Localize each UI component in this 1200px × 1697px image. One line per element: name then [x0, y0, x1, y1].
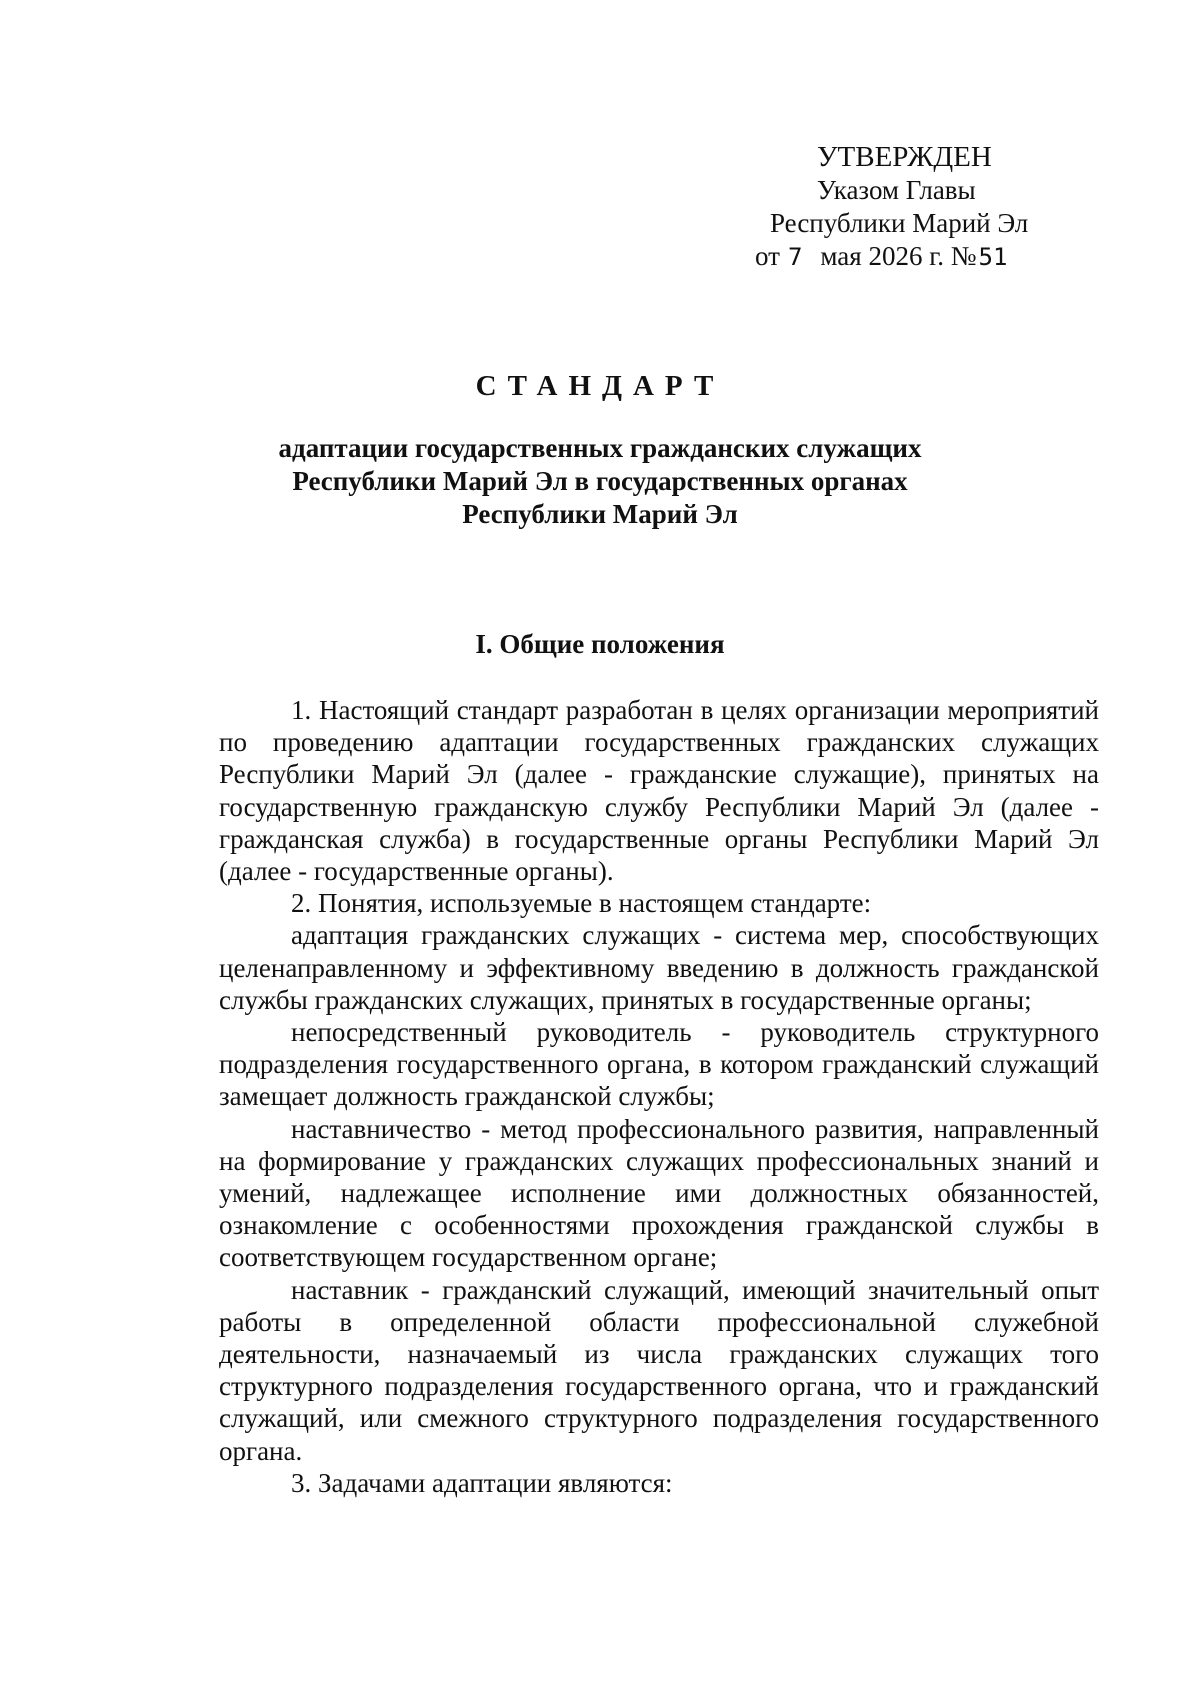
subtitle-line: Республики Марий Эл — [462, 499, 738, 529]
paragraph: адаптация гражданских служащих - система мер, способствующих целенаправленному и эффективному введению в должность гражданской службы гражданских служащих, принятых в государственные органы; — [219, 920, 1099, 1015]
document-body — [219, 694, 1099, 1499]
approval-number: 51 — [978, 243, 1008, 271]
approval-block — [755, 140, 1035, 274]
paragraph: наставничество - метод профессионального развития, направленный на формирование у гражданских служащих профессиональных знаний и умений, надлежащее исполнение ими должностных обязанностей, ознакомление с особенностями прохождения гражданской службы в соответствующем государственном органе; — [219, 1113, 1099, 1273]
paragraph: 1. Настоящий стандарт разработан в целях организации мероприятий по проведению адаптации государственных гражданских служащих Республики Марий Эл (далее - гражданские служащие), принятых на государственную гражданскую службу Республики Марий Эл (далее - гражданская служба) в государственные органы Республики Марий Эл (далее - государственные органы). — [219, 695, 1099, 887]
paragraph: 2. Понятия, используемые в настоящем стандарте: — [291, 888, 872, 919]
document-subtitle — [250, 432, 950, 531]
approval-date-prefix: от — [755, 241, 780, 271]
approval-decree-line: Указом Главы — [817, 175, 976, 205]
paragraph: 3. Задачами адаптации являются: — [291, 1467, 673, 1498]
approval-date-rest: мая 2026 г. № — [820, 241, 977, 271]
approval-day: 7 — [787, 243, 803, 271]
approval-date-line — [755, 240, 1035, 274]
approval-title: УТВЕРЖДЕН — [817, 141, 992, 173]
section-heading: I. Общие положения — [475, 629, 725, 659]
approval-republic-line: Республики Марий Эл — [770, 208, 1029, 238]
subtitle-line: адаптации государственных гражданских служащих — [278, 433, 922, 463]
subtitle-line: Республики Марий Эл в государственных органах — [292, 466, 908, 496]
document-title: СТАНДАРТ — [475, 370, 725, 402]
paragraph: наставник - гражданский служащий, имеющий значительный опыт работы в определенной области профессиональной служебной деятельности, назначаемый из числа гражданских служащих того структурного подразделения государственного органа, что и гражданский служащий, или смежного структурного подразделения государственного органа. — [219, 1274, 1099, 1466]
paragraph: непосредственный руководитель - руководитель структурного подразделения государственного органа, в котором гражданский служащий замещает должность гражданской службы; — [219, 1017, 1099, 1112]
